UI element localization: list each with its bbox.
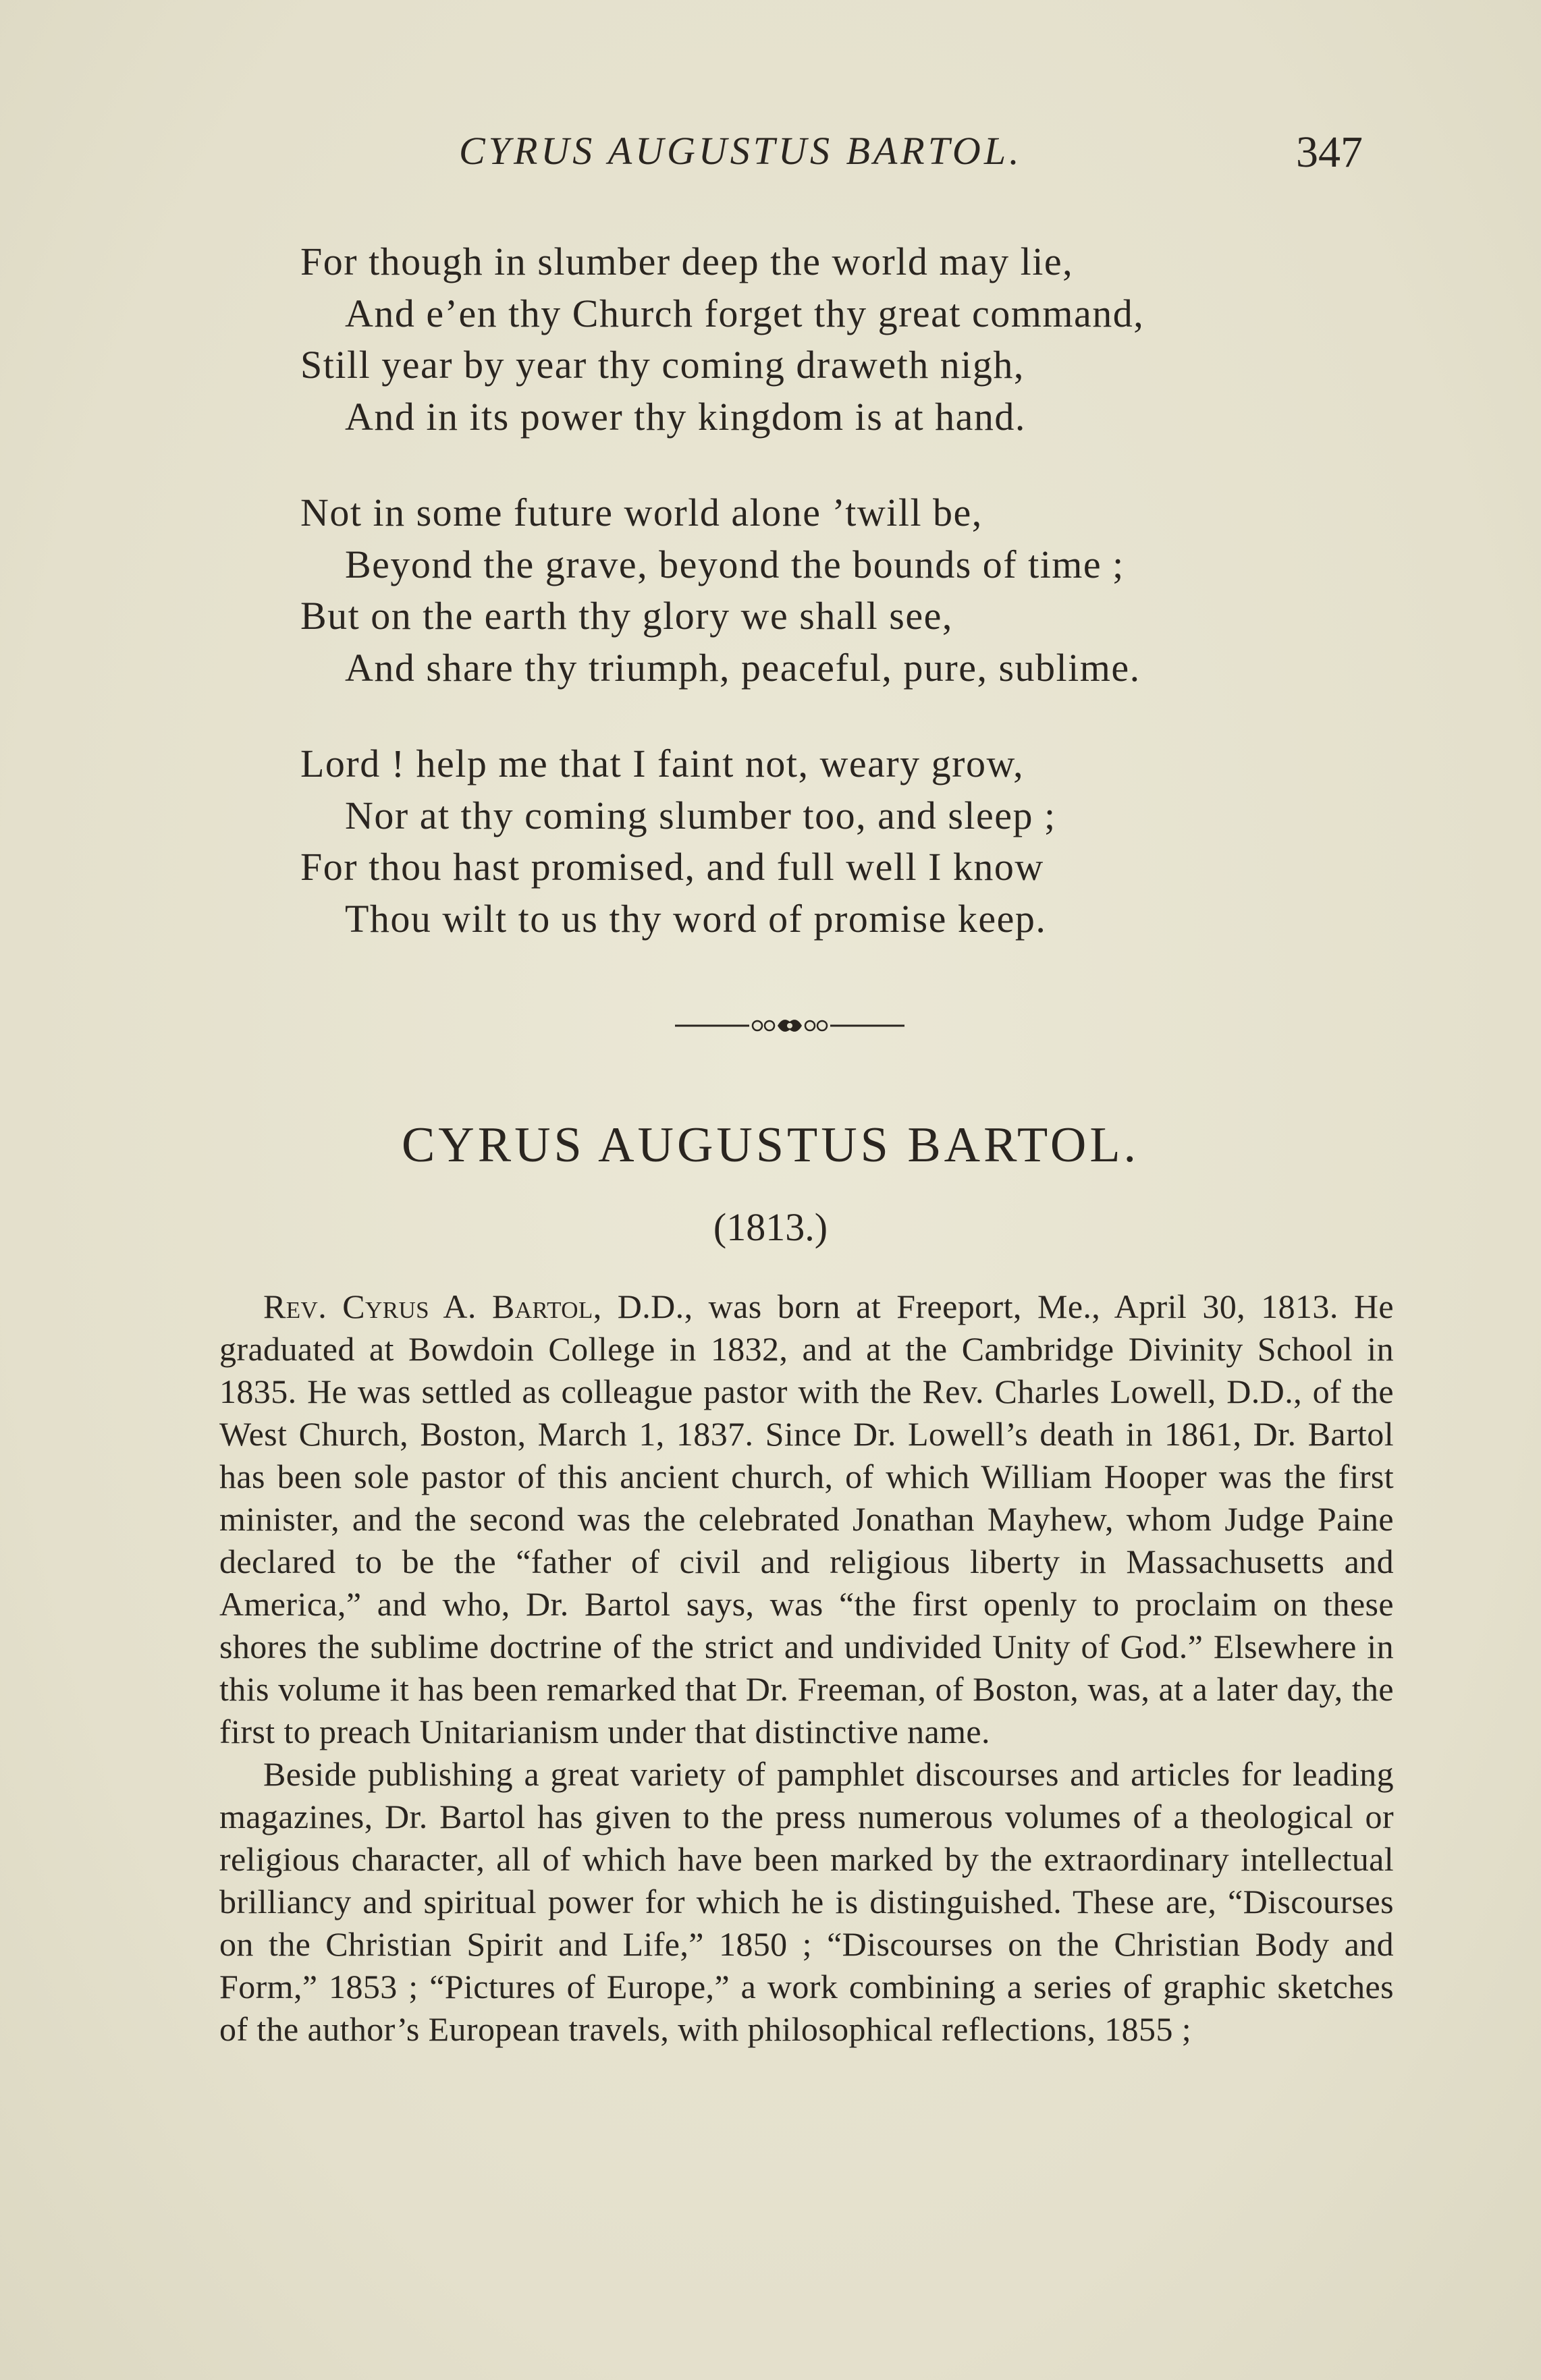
poem-line: Beyond the grave, beyond the bounds of time ; xyxy=(345,542,1125,586)
poem-stanza xyxy=(300,738,1313,945)
bio-paragraph-text: Beside publishing a great variety of pamphlet discourses and articles for leading magazines, Dr. Bartol has given to the press numerous volumes of a theological or religious character, all of which have been marked by the extraordinary intellectual brilliancy and spiritual power for which he is distinguished. These are, “Discourses on the Christian Spirit and Life,” 1850 ; “Discourses on the Christian Body and Form,” 1853 ; “Pictures of Europe,” a work combining a series of graphic sketches of the author’s European travels, with philosophical reflections, 1855 ; xyxy=(219,1755,1394,2048)
page-number: 347 xyxy=(1296,128,1363,177)
poem-stanza xyxy=(300,487,1313,694)
bio-paragraph xyxy=(219,1285,1394,1753)
poem-line: And share thy triumph, peaceful, pure, sublime. xyxy=(345,645,1141,690)
poem-line: And e’en thy Church forget thy great command, xyxy=(345,291,1145,335)
poem-line: Not in some future world alone ’twill be, xyxy=(300,491,983,534)
poem-line: For though in slumber deep the world may lie, xyxy=(300,240,1074,283)
section-title: CYRUS AUGUSTUS BARTOL. xyxy=(401,1117,1140,1173)
poem-line: Lord ! help me that I faint not, weary grow, xyxy=(300,742,1025,785)
biography xyxy=(219,1285,1394,2051)
life-dates: (1813.) xyxy=(713,1205,828,1249)
running-head: CYRUS AUGUSTUS BARTOL. xyxy=(459,129,1023,173)
bio-paragraph-text: , D.D., was born at Freeport, Me., April 30, 1813. He graduated at Bowdoin College in 1832, and at the Cambridge Divinity School in 1835. He was settled as colleague pastor with the Rev. Charles Lowell, D.D., of the West Church, Boston, March 1, 1837. Since Dr. Lowell’s death in 1861, Dr. Bartol has been sole pastor of this ancient church, of which William Hooper was the first minister, and the second was the celebrated Jonathan Mayhew, whom Judge Paine declared to be the “father of civil and religious liberty in Massachusetts and America,” and who, Dr. Bartol says, was “the first openly to proclaim on these shores the sublime doctrine of the strict and undivided Unity of God.” Elsewhere in this volume it has been remarked that Dr. Freeman, of Boston, was, at a later day, the first to preach Unitarianism under that distinctive name. xyxy=(219,1288,1395,1750)
bio-paragraph xyxy=(219,1753,1394,2051)
poem-line: Nor at thy coming slumber too, and sleep ; xyxy=(345,793,1056,837)
bio-subject-name: Rev. Cyrus A. Bartol xyxy=(263,1288,593,1325)
poem-line: And in its power thy kingdom is at hand. xyxy=(345,394,1026,439)
poem-line: Still year by year thy coming draweth nigh, xyxy=(300,343,1025,387)
poem-stanza xyxy=(300,236,1313,443)
poem-line: But on the earth thy glory we shall see, xyxy=(300,594,953,638)
poem-line: Thou wilt to us thy word of promise keep. xyxy=(345,896,1047,941)
poem-line: For thou hast promised, and full well I know xyxy=(300,845,1044,889)
ornament-divider-icon xyxy=(675,1012,904,1039)
poem xyxy=(300,236,1313,989)
